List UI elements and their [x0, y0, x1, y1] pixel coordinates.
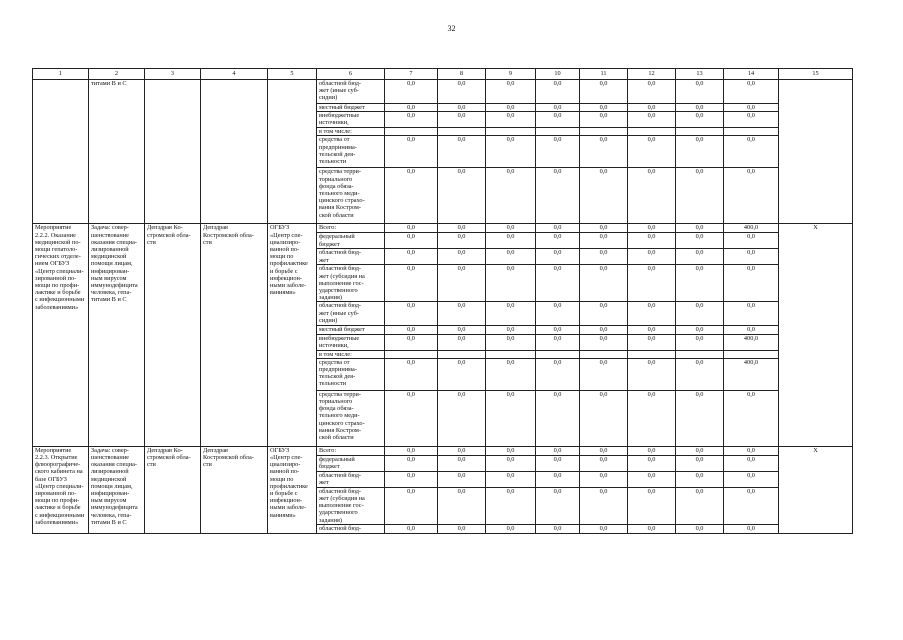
- amount-cell: 0,0: [385, 249, 438, 265]
- amount-cell: 0,0: [486, 136, 536, 168]
- amount-cell: 0,0: [385, 224, 438, 233]
- amount-cell: 0,0: [438, 136, 486, 168]
- table-row: [33, 224, 853, 233]
- amount-cell: 0,0: [486, 80, 536, 104]
- amount-cell: 0,0: [724, 524, 779, 533]
- amount-cell: 0,0: [628, 471, 676, 487]
- amount-cell: 0,0: [536, 487, 580, 524]
- coordinator-cell: Депздрав Костромской обла- сти: [201, 224, 268, 446]
- amount-cell: 0,0: [486, 224, 536, 233]
- amount-cell: 0,0: [580, 80, 628, 104]
- amount-cell: 0,0: [676, 334, 724, 350]
- amount-cell: 0,0: [580, 249, 628, 265]
- amount-cell: 0,0: [580, 487, 628, 524]
- amount-cell: 0,0: [536, 358, 580, 390]
- amount-cell: 0,0: [438, 168, 486, 224]
- amount-cell: 0,0: [724, 326, 779, 334]
- amount-cell: 0,0: [628, 358, 676, 390]
- amount-cell: 0,0: [486, 302, 536, 326]
- amount-cell: 0,0: [676, 446, 724, 455]
- amount-cell: 0,0: [438, 112, 486, 128]
- funding-source-label: средства терри- ториального фонда обяза- тельного меди- цинского страхо- вания Костром- ской области: [317, 390, 385, 446]
- amount-cell: 0,0: [628, 249, 676, 265]
- amount-cell: 0,0: [486, 455, 536, 471]
- amount-cell: [628, 128, 676, 136]
- amount-cell: 0,0: [536, 265, 580, 302]
- coordinator-cell: [201, 80, 268, 224]
- amount-cell: 0,0: [438, 224, 486, 233]
- amount-cell: 0,0: [438, 455, 486, 471]
- amount-cell: 0,0: [724, 471, 779, 487]
- amount-cell: 0,0: [536, 334, 580, 350]
- amount-cell: 0,0: [628, 80, 676, 104]
- column-header: 11: [580, 69, 628, 80]
- column-header: 7: [385, 69, 438, 80]
- amount-cell: [580, 350, 628, 358]
- amount-cell: 0,0: [628, 455, 676, 471]
- amount-cell: [486, 350, 536, 358]
- amount-cell: 0,0: [580, 168, 628, 224]
- funding-source-label: областной бюд- жет (иные суб- сидии): [317, 302, 385, 326]
- executor-cell: ОГБУЗ «Центр спе- циализиро- ванной по- мощи по профилактике и борьбе с инфекцион- ными заболе- ваниями»: [268, 224, 317, 446]
- column-header: 10: [536, 69, 580, 80]
- activity-cell: [33, 80, 89, 224]
- amount-cell: 0,0: [385, 326, 438, 334]
- amount-cell: 0,0: [536, 326, 580, 334]
- funding-source-label: областной бюд- жет (субсидия на выполнение гос- ударственного задания): [317, 487, 385, 524]
- funding-source-label: областной бюд- жет: [317, 249, 385, 265]
- amount-cell: 0,0: [385, 136, 438, 168]
- amount-cell: 0,0: [385, 265, 438, 302]
- amount-cell: 0,0: [676, 265, 724, 302]
- column-header: 14: [724, 69, 779, 80]
- amount-cell: 0,0: [438, 233, 486, 249]
- amount-cell: 0,0: [486, 168, 536, 224]
- amount-cell: 0,0: [724, 487, 779, 524]
- amount-cell: 0,0: [724, 168, 779, 224]
- amount-cell: 0,0: [676, 471, 724, 487]
- amount-cell: [676, 350, 724, 358]
- amount-cell: 0,0: [676, 224, 724, 233]
- amount-cell: 0,0: [580, 326, 628, 334]
- amount-cell: 0,0: [438, 358, 486, 390]
- amount-cell: 0,0: [486, 487, 536, 524]
- amount-cell: 0,0: [580, 265, 628, 302]
- amount-cell: 0,0: [724, 112, 779, 128]
- amount-cell: 0,0: [676, 524, 724, 533]
- amount-cell: 0,0: [536, 233, 580, 249]
- amount-cell: 0,0: [724, 136, 779, 168]
- amount-cell: 0,0: [724, 80, 779, 104]
- amount-cell: 0,0: [385, 487, 438, 524]
- amount-cell: 0,0: [385, 358, 438, 390]
- amount-cell: 0,0: [385, 446, 438, 455]
- amount-cell: 0,0: [486, 104, 536, 112]
- amount-cell: 0,0: [536, 455, 580, 471]
- note-cell: X: [779, 446, 853, 533]
- amount-cell: 0,0: [676, 168, 724, 224]
- amount-cell: 400,0: [724, 358, 779, 390]
- amount-cell: 0,0: [438, 471, 486, 487]
- amount-cell: 0,0: [676, 104, 724, 112]
- amount-cell: 0,0: [580, 358, 628, 390]
- amount-cell: 0,0: [628, 265, 676, 302]
- amount-cell: 0,0: [385, 233, 438, 249]
- funding-source-label: федеральный бюджет: [317, 233, 385, 249]
- amount-cell: 0,0: [486, 446, 536, 455]
- amount-cell: 0,0: [676, 80, 724, 104]
- amount-cell: 0,0: [628, 334, 676, 350]
- column-header: 9: [486, 69, 536, 80]
- task-cell: Задача: совер- шенствование оказания специа- лизированной медицинской помощи лицам, инфицирован- ным вирусом иммунодефицита человека, гепа- титами В и С: [89, 224, 145, 446]
- amount-cell: 0,0: [580, 136, 628, 168]
- amount-cell: [385, 128, 438, 136]
- funding-source-label: федеральный бюджет: [317, 455, 385, 471]
- amount-cell: 0,0: [724, 302, 779, 326]
- amount-cell: 0,0: [385, 471, 438, 487]
- activity-cell: Мероприятие 2.2.2. Оказание медицинской по- мощи гепатоло- гических отделе- нием ОГБУЗ «Центр специали- зированной по- мощи по профи- лактике и борьбе с инфекционными заболеваниями»: [33, 224, 89, 446]
- amount-cell: 0,0: [438, 104, 486, 112]
- amount-cell: 0,0: [580, 334, 628, 350]
- amount-cell: 0,0: [536, 390, 580, 446]
- customer-cell: Депздрав Ко- стромской обла- сти: [145, 224, 201, 446]
- note-cell: [779, 80, 853, 224]
- amount-cell: [536, 350, 580, 358]
- amount-cell: 0,0: [438, 446, 486, 455]
- amount-cell: 0,0: [724, 446, 779, 455]
- column-header: 5: [268, 69, 317, 80]
- amount-cell: 0,0: [676, 112, 724, 128]
- task-cell: Задача: совер- шенствование оказания специа- лизированной медицинской помощи лицам, инфицирован- ным вирусом иммунодефицита человека, гепа- титами В и С: [89, 446, 145, 533]
- amount-cell: 0,0: [486, 326, 536, 334]
- amount-cell: 0,0: [486, 265, 536, 302]
- amount-cell: [724, 128, 779, 136]
- amount-cell: 0,0: [724, 390, 779, 446]
- funding-source-label: Всего:: [317, 224, 385, 233]
- amount-cell: 0,0: [438, 265, 486, 302]
- amount-cell: 0,0: [438, 326, 486, 334]
- amount-cell: 0,0: [438, 302, 486, 326]
- funding-source-label: средства от предпринима- тельской дея- тельности: [317, 358, 385, 390]
- amount-cell: 0,0: [628, 390, 676, 446]
- amount-cell: 0,0: [628, 168, 676, 224]
- executor-cell: [268, 80, 317, 224]
- amount-cell: 400,0: [724, 224, 779, 233]
- amount-cell: 0,0: [486, 112, 536, 128]
- amount-cell: 0,0: [536, 302, 580, 326]
- amount-cell: 0,0: [536, 224, 580, 233]
- amount-cell: 0,0: [676, 233, 724, 249]
- amount-cell: [676, 128, 724, 136]
- amount-cell: 0,0: [486, 334, 536, 350]
- amount-cell: 0,0: [580, 471, 628, 487]
- column-header: 8: [438, 69, 486, 80]
- column-header: 13: [676, 69, 724, 80]
- amount-cell: [724, 350, 779, 358]
- amount-cell: 0,0: [580, 112, 628, 128]
- column-header: 15: [779, 69, 853, 80]
- amount-cell: 0,0: [580, 390, 628, 446]
- amount-cell: 0,0: [385, 524, 438, 533]
- column-header: 1: [33, 69, 89, 80]
- amount-cell: 0,0: [438, 334, 486, 350]
- amount-cell: 0,0: [676, 302, 724, 326]
- amount-cell: 400,0: [724, 334, 779, 350]
- amount-cell: 0,0: [628, 112, 676, 128]
- column-header: 12: [628, 69, 676, 80]
- amount-cell: [438, 350, 486, 358]
- task-cell: титами В и С: [89, 80, 145, 224]
- amount-cell: 0,0: [536, 104, 580, 112]
- amount-cell: 0,0: [676, 326, 724, 334]
- amount-cell: 0,0: [628, 224, 676, 233]
- amount-cell: 0,0: [486, 390, 536, 446]
- customer-cell: Депздрав Ко- стромской обла- сти: [145, 446, 201, 533]
- funding-source-label: местный бюджет: [317, 326, 385, 334]
- amount-cell: 0,0: [580, 455, 628, 471]
- column-header: 2: [89, 69, 145, 80]
- amount-cell: [628, 350, 676, 358]
- amount-cell: 0,0: [676, 390, 724, 446]
- amount-cell: 0,0: [536, 471, 580, 487]
- column-header: 6: [317, 69, 385, 80]
- amount-cell: 0,0: [628, 233, 676, 249]
- amount-cell: 0,0: [676, 136, 724, 168]
- amount-cell: 0,0: [536, 80, 580, 104]
- budget-table: [32, 68, 853, 534]
- funding-source-label: в том числе:: [317, 128, 385, 136]
- funding-source-label: областной бюд-: [317, 524, 385, 533]
- amount-cell: 0,0: [438, 249, 486, 265]
- amount-cell: 0,0: [438, 80, 486, 104]
- funding-source-label: областной бюд- жет: [317, 471, 385, 487]
- amount-cell: 0,0: [385, 302, 438, 326]
- amount-cell: 0,0: [676, 358, 724, 390]
- amount-cell: 0,0: [385, 168, 438, 224]
- activity-cell: Мероприятие 2.2.3. Открытие флюорографиче- ского кабинета на базе ОГБУЗ «Центр специали- зированной по- мощи по профи- лактике и борьбе с инфекционными заболеваниями»: [33, 446, 89, 533]
- amount-cell: 0,0: [438, 390, 486, 446]
- amount-cell: 0,0: [486, 358, 536, 390]
- amount-cell: 0,0: [580, 233, 628, 249]
- amount-cell: 0,0: [536, 136, 580, 168]
- amount-cell: [385, 350, 438, 358]
- amount-cell: 0,0: [438, 524, 486, 533]
- amount-cell: 0,0: [580, 224, 628, 233]
- amount-cell: 0,0: [385, 80, 438, 104]
- note-cell: X: [779, 224, 853, 446]
- amount-cell: 0,0: [628, 326, 676, 334]
- amount-cell: [438, 128, 486, 136]
- executor-cell: ОГБУЗ «Центр спе- циализиро- ванной по- мощи по профилактике и борьбе с инфекцион- ными заболе- ваниями»: [268, 446, 317, 533]
- funding-source-label: Всего:: [317, 446, 385, 455]
- amount-cell: 0,0: [676, 487, 724, 524]
- amount-cell: 0,0: [486, 233, 536, 249]
- amount-cell: 0,0: [385, 390, 438, 446]
- amount-cell: 0,0: [724, 249, 779, 265]
- amount-cell: [486, 128, 536, 136]
- amount-cell: 0,0: [486, 524, 536, 533]
- amount-cell: 0,0: [536, 446, 580, 455]
- amount-cell: [580, 128, 628, 136]
- amount-cell: 0,0: [536, 524, 580, 533]
- amount-cell: 0,0: [676, 249, 724, 265]
- amount-cell: 0,0: [628, 446, 676, 455]
- funding-source-label: областной бюд- жет (иные суб- сидии): [317, 80, 385, 104]
- table-row: [33, 80, 853, 104]
- amount-cell: 0,0: [580, 524, 628, 533]
- amount-cell: 0,0: [628, 524, 676, 533]
- amount-cell: 0,0: [536, 168, 580, 224]
- customer-cell: [145, 80, 201, 224]
- amount-cell: 0,0: [385, 104, 438, 112]
- amount-cell: 0,0: [580, 446, 628, 455]
- amount-cell: 0,0: [536, 112, 580, 128]
- column-number-row: [33, 69, 853, 80]
- amount-cell: 0,0: [724, 455, 779, 471]
- amount-cell: 0,0: [724, 104, 779, 112]
- funding-source-label: внебюджетные источники,: [317, 112, 385, 128]
- amount-cell: 0,0: [486, 471, 536, 487]
- amount-cell: [536, 128, 580, 136]
- funding-source-label: средства терри- ториального фонда обяза- тельного меди- цинского страхо- вания Костром- ской области: [317, 168, 385, 224]
- table-row: [33, 446, 853, 455]
- amount-cell: 0,0: [438, 487, 486, 524]
- coordinator-cell: Депздрав Костромской обла- сти: [201, 446, 268, 533]
- amount-cell: 0,0: [628, 136, 676, 168]
- amount-cell: 0,0: [628, 104, 676, 112]
- amount-cell: 0,0: [536, 249, 580, 265]
- amount-cell: 0,0: [385, 455, 438, 471]
- amount-cell: 0,0: [385, 334, 438, 350]
- column-header: 3: [145, 69, 201, 80]
- amount-cell: 0,0: [486, 249, 536, 265]
- amount-cell: 0,0: [580, 302, 628, 326]
- amount-cell: 0,0: [676, 455, 724, 471]
- amount-cell: 0,0: [385, 112, 438, 128]
- funding-source-label: внебюджетные источники,: [317, 334, 385, 350]
- column-header: 4: [201, 69, 268, 80]
- funding-source-label: местный бюджет: [317, 104, 385, 112]
- table-body: [33, 80, 853, 534]
- amount-cell: 0,0: [724, 233, 779, 249]
- funding-source-label: в том числе:: [317, 350, 385, 358]
- amount-cell: 0,0: [628, 302, 676, 326]
- amount-cell: 0,0: [724, 265, 779, 302]
- funding-source-label: областной бюд- жет (субсидия на выполнение гос- ударственного задания): [317, 265, 385, 302]
- amount-cell: 0,0: [628, 487, 676, 524]
- page-number: 32: [447, 24, 456, 33]
- funding-source-label: средства от предпринима- тельской дея- тельности: [317, 136, 385, 168]
- amount-cell: 0,0: [580, 104, 628, 112]
